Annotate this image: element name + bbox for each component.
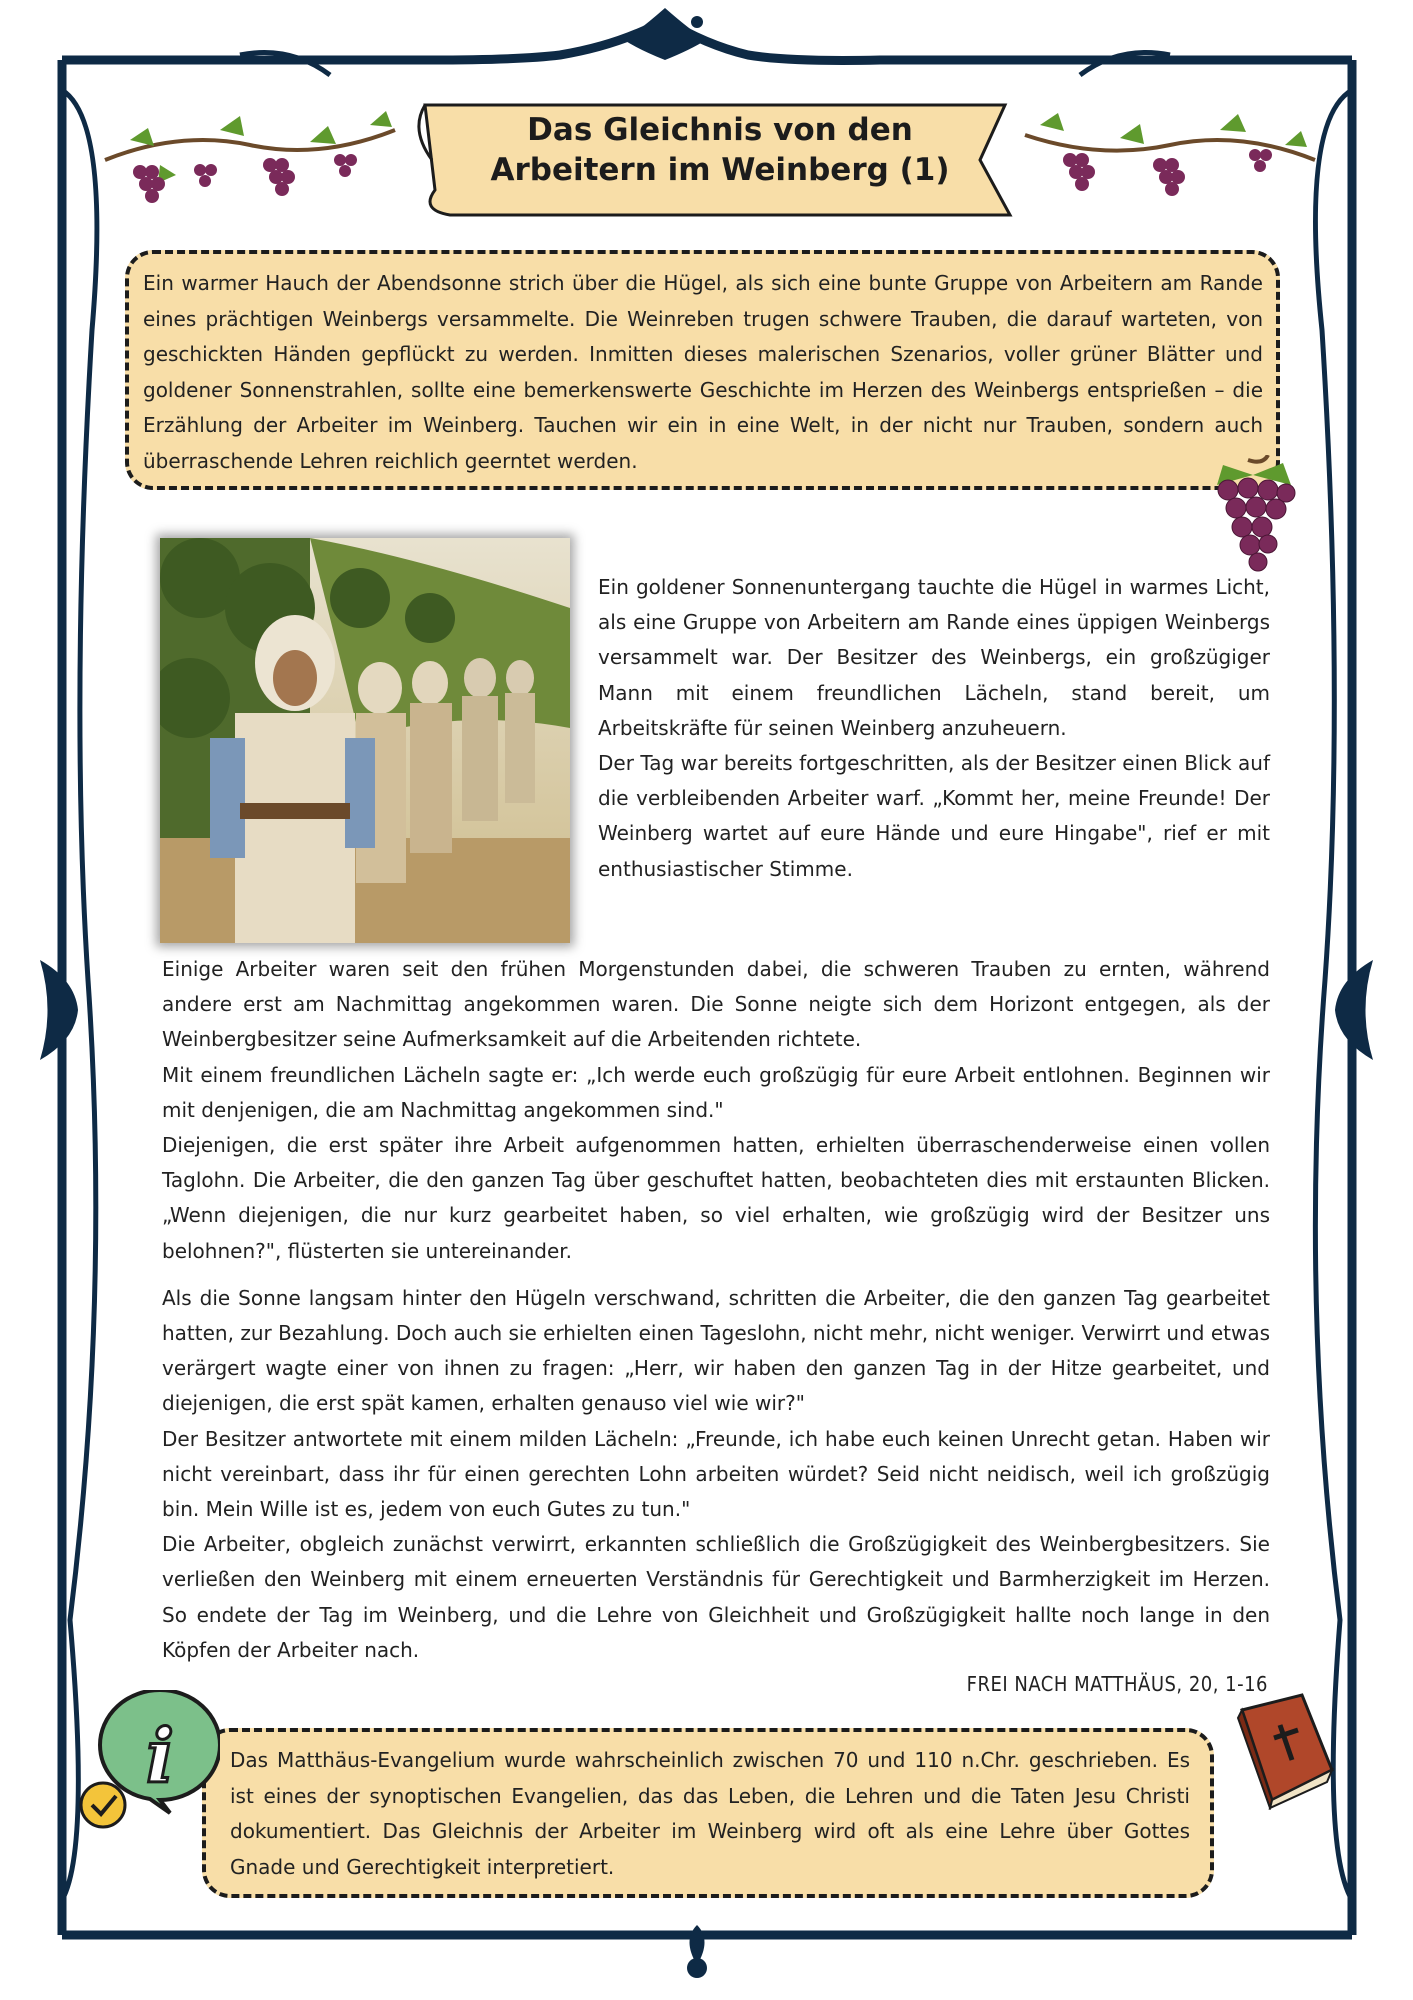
info-bubble-icon [70, 1690, 220, 1830]
grape-vine-right-icon [1020, 90, 1320, 210]
title-line-1: Das Gleichnis von den [527, 112, 913, 148]
story-right-column [598, 570, 1270, 887]
info-paragraph: Das Matthäus-Evangelium wurde wahrscheinlich zwischen 70 und 110 n.Chr. geschrieben. Es ist eines der synoptischen Evangelien, das das Leben, die Lehren und die Taten Jesu Christi dokumentiert. Das Gleichnis der Arbeiter im Weinberg wird oft als eine Lehre über Gottes Gnade und Gerechtigkeit interpretiert. [230, 1748, 1190, 1879]
svg-text:i: i [145, 1714, 175, 1800]
title-line-2: Arbeitern im Weinberg (1) [490, 152, 950, 188]
source-citation: FREI NACH MATTHÄUS, 20, 1-16 [966, 1672, 1268, 1696]
story-main [162, 952, 1270, 1668]
story-paragraph: Einige Arbeiter waren seit den frühen Morgenstunden dabei, die schweren Trauben zu ernten, während andere erst am Nachmittag angekommen waren. Die Sonne neigte sich dem Horizont entgegen, als der Weinbergbesitzer seine Aufmerksamkeit auf die Arbeitenden richtete. [162, 957, 1270, 1052]
intro-paragraph: Ein warmer Hauch der Abendsonne strich über die Hügel, als sich eine bunte Gruppe von Arbeitern am Rande eines prächtigen Weinbergs versammelte. Die Weinreben trugen schwere Trauben, die darauf warteten, von geschickten Händen gepflückt zu werden. Inmitten dieses malerischen Szenarios, voller grüner Blätter und goldener Sonnenstrahlen, sollte eine bemerkenswerte Geschichte im Herzen des Weinbergs entsprießen – die Erzählung der Arbeiter im Weinberg. Tauchen wir ein in eine Welt, in der nicht nur Trauben, sondern auch überraschende Lehren reichlich geerntet werden. [143, 271, 1263, 473]
grape-vine-left-icon [100, 90, 400, 210]
story-paragraph: Der Besitzer antwortete mit einem milden Lächeln: „Freunde, ich habe euch keinen Unrecht getan. Haben wir nicht vereinbart, dass ihr für einen gerechten Lohn arbeiten würdet? Seid nicht neidisch, weil ich großzügig bin. Mein Wille ist es, jedem von euch Gutes zu tun." [162, 1426, 1270, 1522]
story-paragraph: Mit einem freundlichen Lächeln sagte er: „Ich werde euch großzügig für eure Arbeit entlohnen. Beginnen wir mit denjenigen, die am Nachmittag angekommen sind." [162, 1062, 1270, 1122]
grape-bunch-icon [1208, 455, 1298, 580]
story-right-paragraph: Der Tag war bereits fortgeschritten, als der Besitzer einen Blick auf die verbleibenden Arbeiter warf. „Kommt her, meine Freunde! Der Weinberg wartet auf eure Hände und eure Hingabe", rief er mit enthusiastischer Stimme. [598, 751, 1270, 881]
story-paragraph: Als die Sonne langsam hinter den Hügeln verschwand, schritten die Arbeiter, die den ganzen Tag gearbeitet hatten, zur Bezahlung. Doch auch sie erhielten einen Tageslohn, nicht mehr, nicht weniger. Verwirrt und etwas verärgert wagte einer von ihnen zu fragen: „Herr, wir haben den ganzen Tag in der Hitze gearbeitet, und diejenigen, die erst spät kamen, erhalten genauso viel wie wir?" [162, 1285, 1270, 1416]
story-paragraph: Diejenigen, die erst später ihre Arbeit aufgenommen hatten, erhielten überraschenderweise einen vollen Taglohn. Die Arbeiter, die den ganzen Tag über geschuftet hatten, beobachteten dies mit erstaunten Blicken. „Wenn diejenigen, die nur kurz gearbeitet haben, so viel erhalten, wie großzügig wird der Besitzer uns belohnen?", flüsterten sie untereinander. [162, 1133, 1270, 1263]
page-title [460, 110, 980, 190]
vineyard-workers-photo [160, 538, 570, 943]
bible-book-icon [1222, 1690, 1337, 1810]
story-right-paragraph: Ein goldener Sonnenuntergang tauchte die Hügel in warmes Licht, als eine Gruppe von Arbeitern am Rande eines üppigen Weinbergs versammelt war. Der Besitzer des Weinbergs, ein großzügiger Mann mit einem freundlichen Lächeln, stand bereit, um Arbeitskräfte für seinen Weinberg anzuheuern. [598, 575, 1270, 740]
checkmark-icon [81, 1783, 125, 1827]
story-paragraph: Die Arbeiter, obgleich zunächst verwirrt, erkannten schließlich die Großzügigkeit des Weinbergbesitzers. Sie verließen den Weinberg mit einem erneuerten Verständnis für Gerechtigkeit und Barmherzigkeit im Herzen. So endete der Tag im Weinberg, und die Lehre von Gleichheit und Großzügigkeit hallte noch lange in den Köpfen der Arbeiter nach. [162, 1532, 1270, 1662]
